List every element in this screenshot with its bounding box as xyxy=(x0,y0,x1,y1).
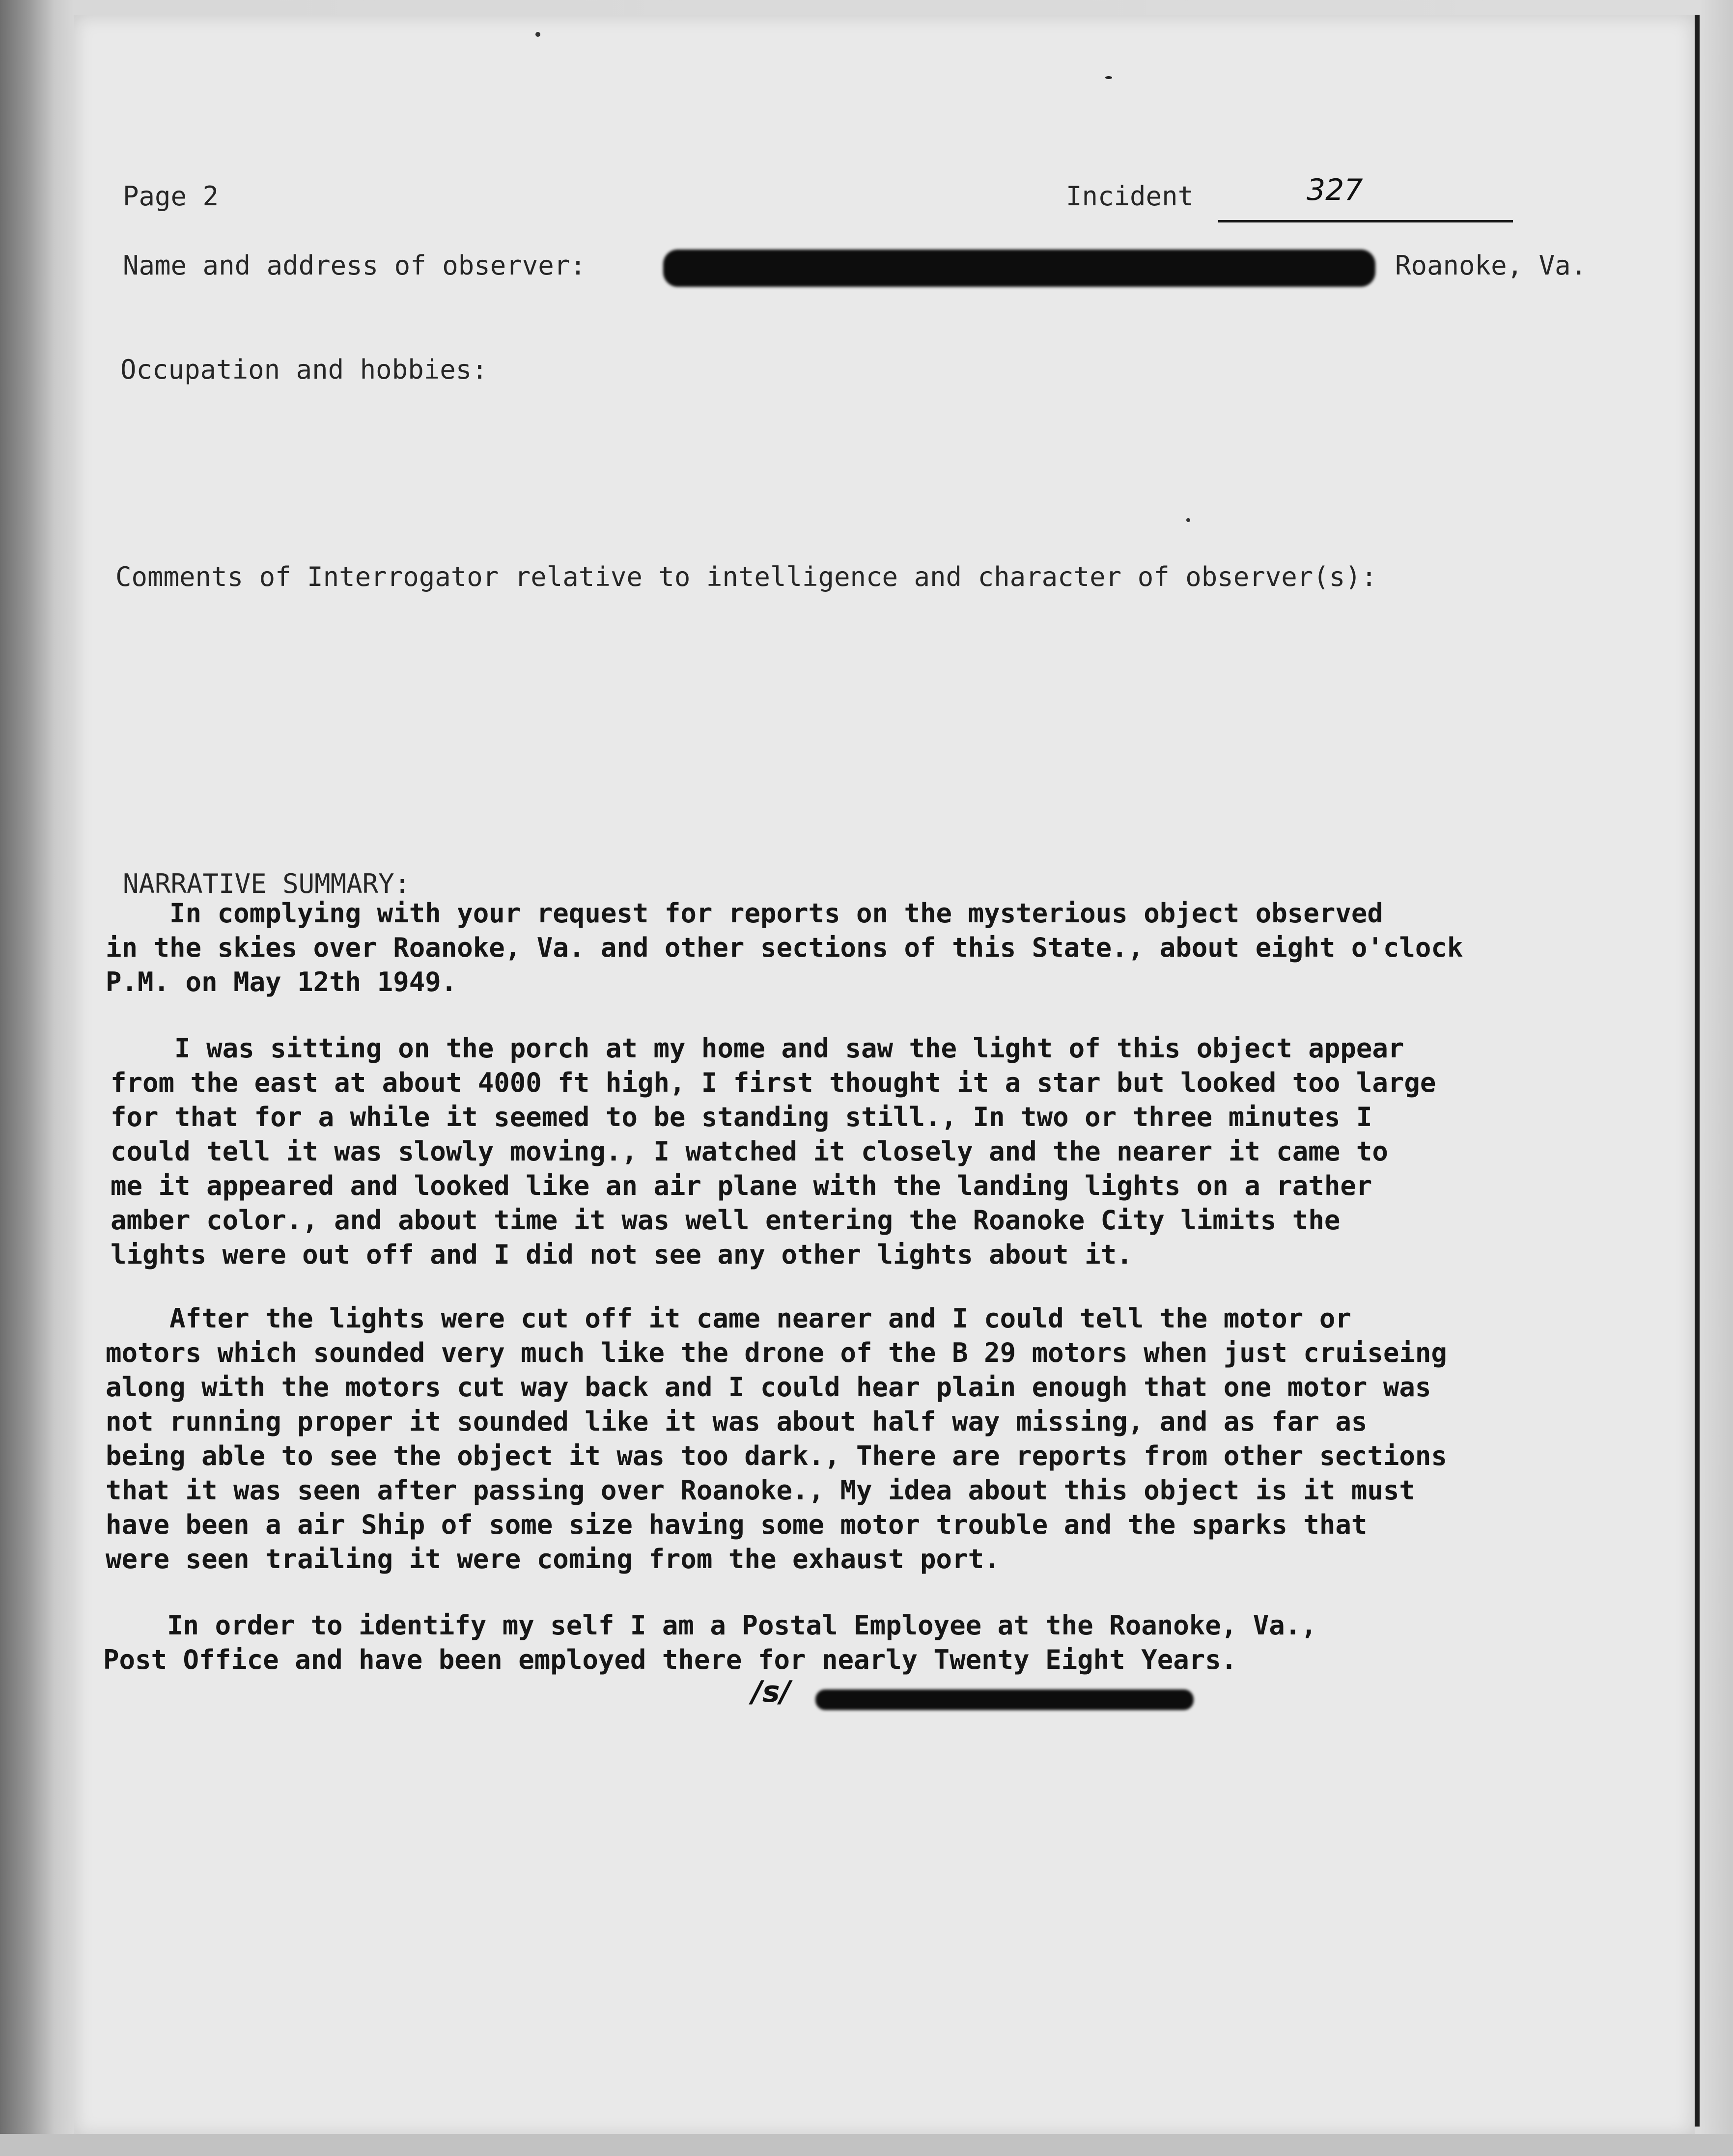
text-line: in the skies over Roanoke, Va. and other sections of this State., about eight o'clock xyxy=(106,932,1463,963)
page-right-edge xyxy=(1695,15,1700,2127)
text-line: being able to see the object it was too dark., There are reports from other sections xyxy=(106,1440,1447,1471)
text-line: me it appeared and looked like an air plane with the landing lights on a rather xyxy=(111,1170,1372,1201)
page-label: Page 2 xyxy=(123,181,219,212)
incident-label: Incident xyxy=(1066,181,1194,212)
text-line: P.M. on May 12th 1949. xyxy=(106,967,457,997)
text-line: not running proper it sounded like it was about half way missing, and as far as xyxy=(106,1406,1368,1437)
text-line: from the east at about 4000 ft high, I first thought it a star but looked too large xyxy=(111,1067,1436,1098)
text-line: After the lights were cut off it came nearer and I could tell the motor or xyxy=(106,1303,1351,1334)
narrative-paragraph-3 xyxy=(106,1301,1447,1576)
text-line: that it was seen after passing over Roanoke., My idea about this object is it must xyxy=(106,1475,1415,1506)
text-line: for that for a while it seemed to be standing still., In two or three minutes I xyxy=(111,1102,1372,1133)
text-line: along with the motors cut way back and I could hear plain enough that one motor was xyxy=(106,1372,1431,1403)
text-line: lights were out off and I did not see any other lights about it. xyxy=(111,1239,1133,1270)
narrative-paragraph-2 xyxy=(111,1031,1436,1272)
redacted-observer-name xyxy=(663,249,1375,287)
text-line: amber color., and about time it was well entering the Roanoke City limits the xyxy=(111,1205,1341,1236)
narrative-paragraph-1 xyxy=(106,896,1463,999)
text-line: Post Office and have been employed there for nearly Twenty Eight Years. xyxy=(103,1644,1237,1675)
text-line: were seen trailing it were coming from the exhaust port. xyxy=(106,1544,1000,1575)
text-line: I was sitting on the porch at my home and saw the light of this object appear xyxy=(111,1033,1404,1064)
occupation-label: Occupation and hobbies: xyxy=(120,354,488,385)
signature-prefix: /s/ xyxy=(752,1675,791,1709)
text-line: motors which sounded very much like the drone of the B 29 motors when just cruiseing xyxy=(106,1337,1447,1368)
text-line: have been a air Ship of some size having some motor trouble and the sparks that xyxy=(106,1509,1368,1540)
text-line: could tell it was slowly moving., I watched it closely and the nearer it came to xyxy=(111,1136,1388,1167)
incident-number: 327 xyxy=(1307,173,1363,207)
observer-location: Roanoke, Va. xyxy=(1395,250,1587,281)
text-line: In complying with your request for reports on the mysterious object observed xyxy=(106,898,1383,929)
narrative-heading: NARRATIVE SUMMARY: xyxy=(123,868,411,899)
comments-label: Comments of Interrogator relative to intelligence and character of observer(s): xyxy=(115,561,1377,592)
incident-number-underline xyxy=(1218,220,1513,222)
dust-speck xyxy=(1186,518,1190,522)
redacted-signature xyxy=(815,1689,1194,1710)
dust-speck xyxy=(1105,76,1112,79)
page-bottom-edge xyxy=(0,2134,1733,2156)
text-line: In order to identify my self I am a Postal Employee at the Roanoke, Va., xyxy=(103,1610,1317,1641)
dust-speck xyxy=(535,32,540,37)
observer-label: Name and address of observer: xyxy=(123,250,586,281)
narrative-paragraph-4 xyxy=(103,1608,1317,1677)
